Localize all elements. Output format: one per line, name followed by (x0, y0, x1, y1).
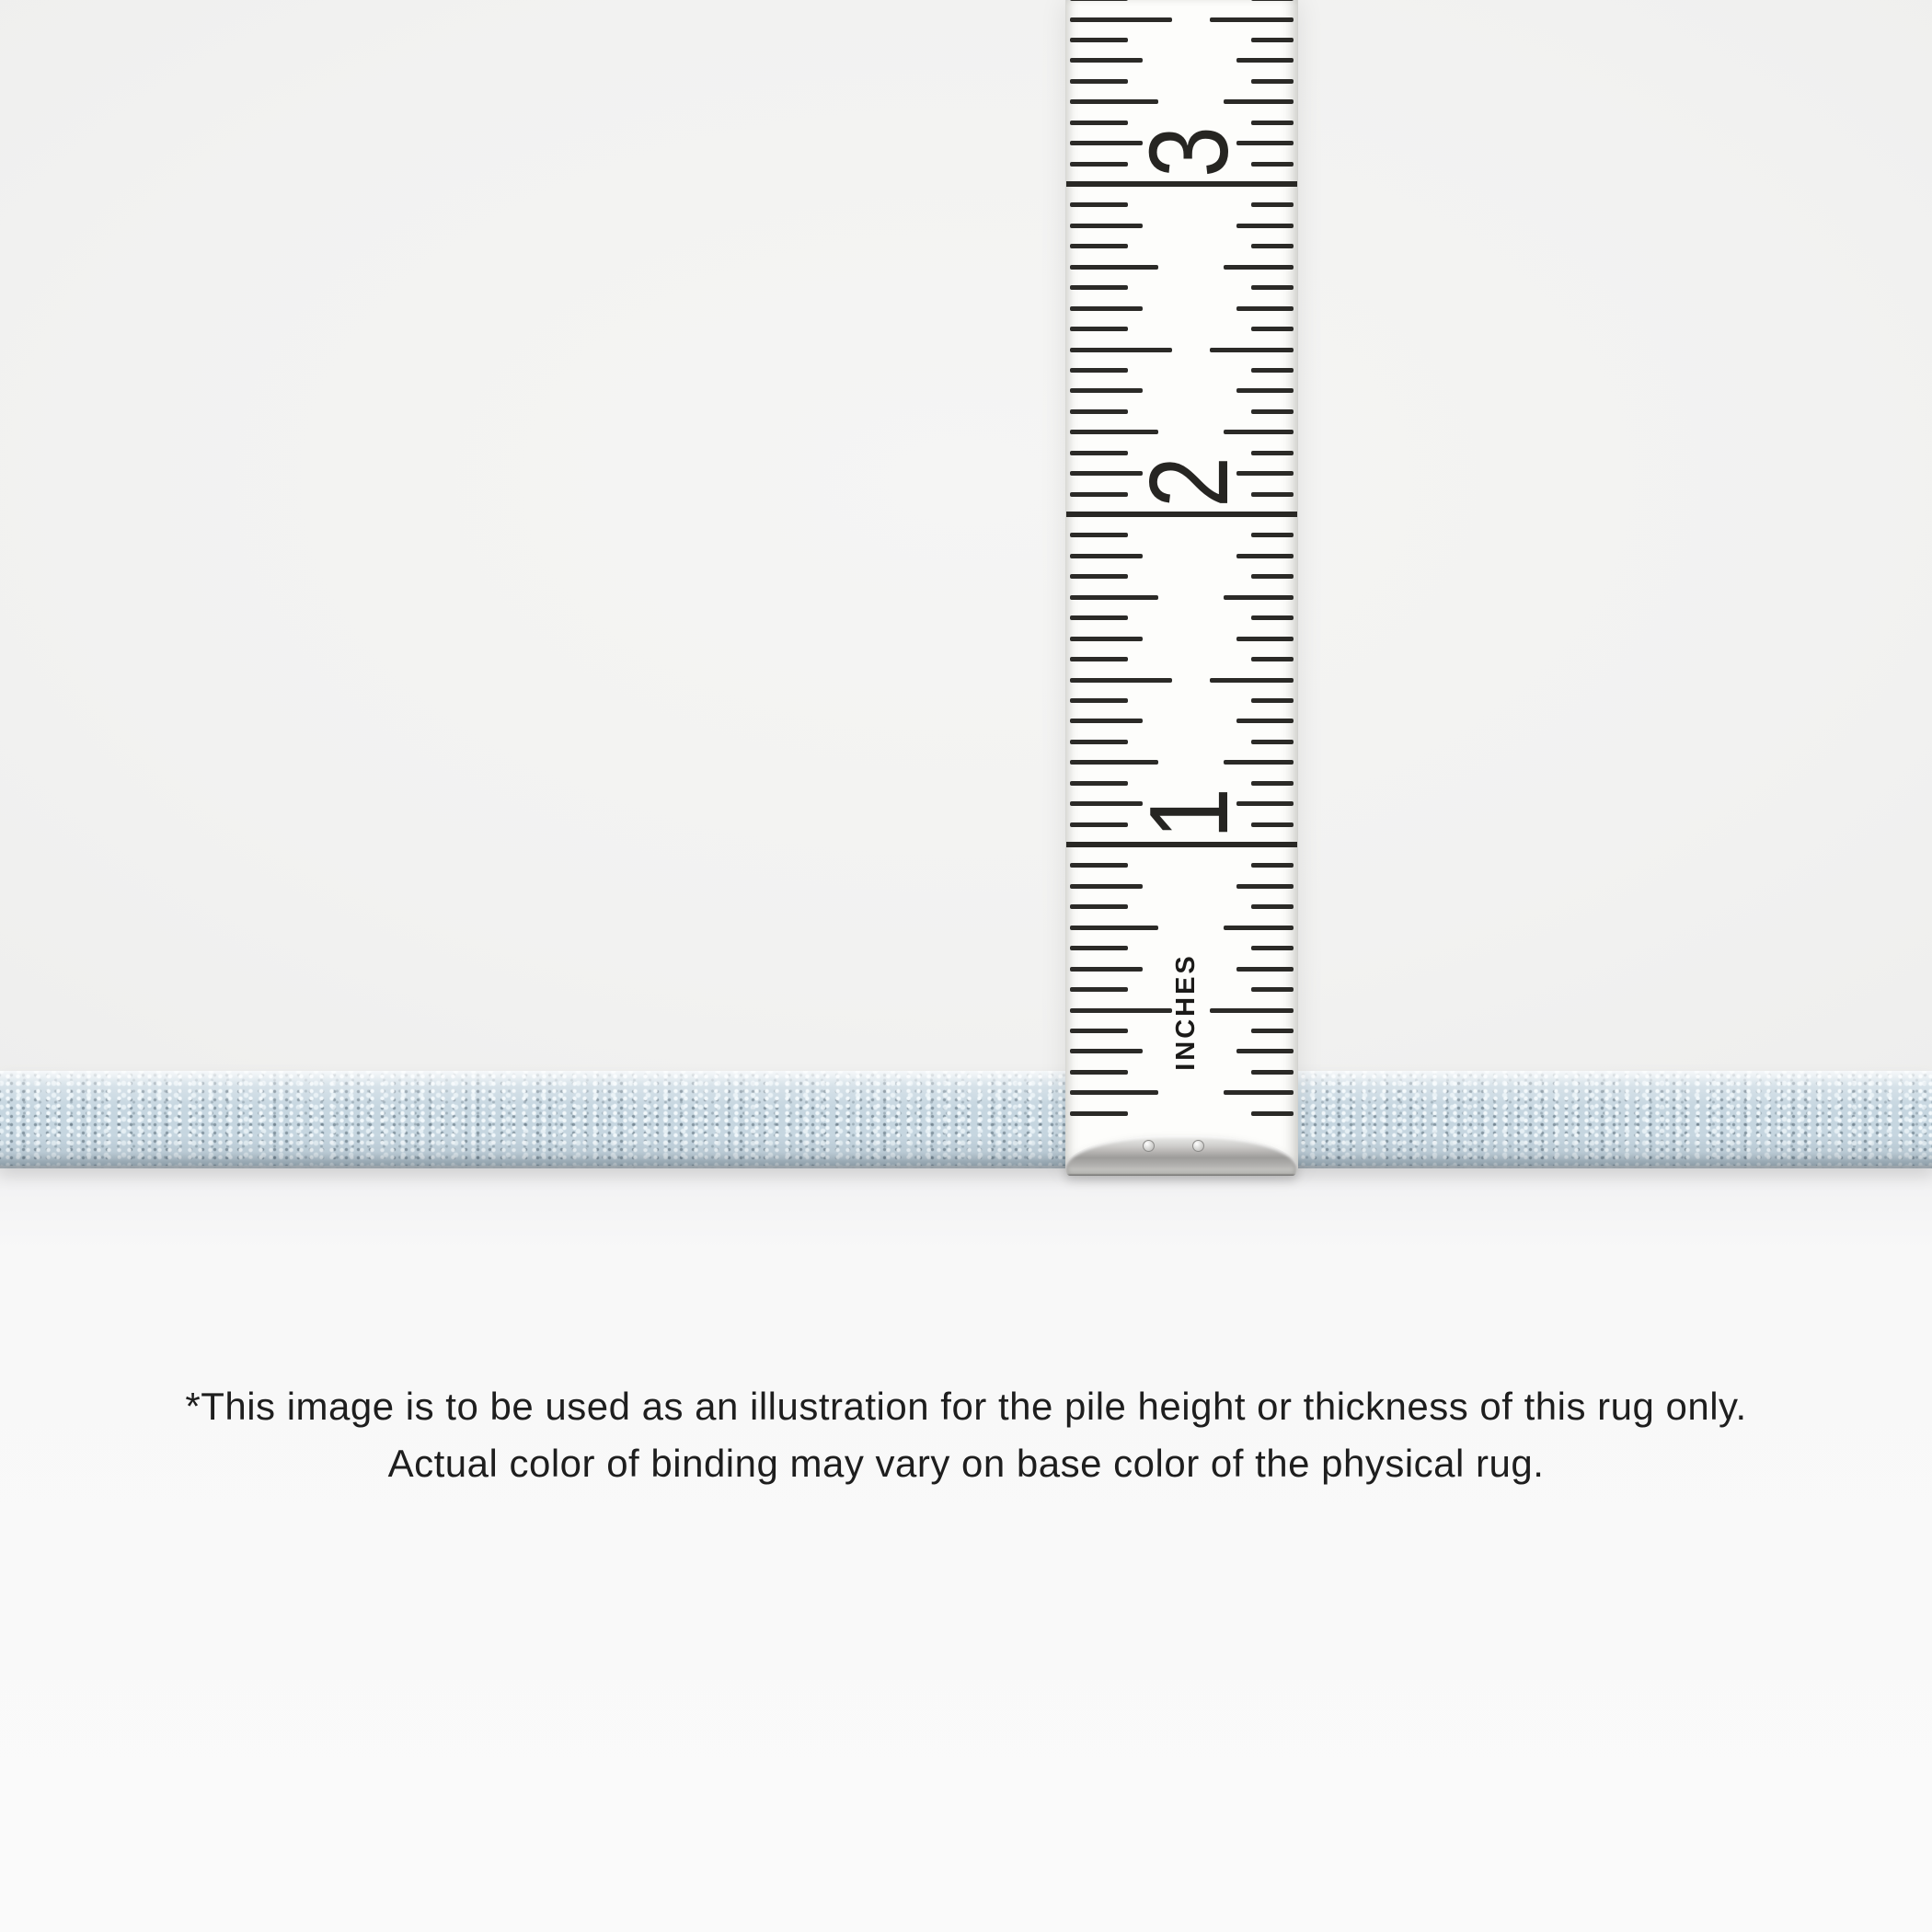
ruler-tick-right (1251, 38, 1294, 42)
ruler-unit-label: INCHES (1170, 953, 1201, 1071)
ruler-tick-left (1070, 904, 1128, 909)
ruler-tick-left (1070, 884, 1143, 889)
ruler-tick-right (1236, 388, 1294, 393)
ruler-tick-right (1251, 368, 1294, 373)
ruler-tick-right (1236, 719, 1294, 723)
ruler-tick-right (1236, 554, 1294, 558)
ruler-tick-right (1224, 1090, 1294, 1095)
ruler-tip-rivet (1192, 1140, 1204, 1152)
ruler-tick-right (1251, 244, 1294, 248)
ruler-tick-left (1070, 533, 1128, 537)
ruler-tick-right (1251, 285, 1294, 290)
ruler-tick-right (1236, 306, 1294, 311)
ruler-tick-left (1070, 698, 1128, 703)
ruler-tick-right (1251, 698, 1294, 703)
ruler-tick-right (1236, 884, 1294, 889)
ruler-tick-left (1070, 863, 1128, 868)
ruler-tick-left (1070, 1008, 1172, 1013)
ruler-tick-right (1251, 822, 1294, 827)
ruler-tick-left (1070, 987, 1128, 992)
ruler-tick-left (1070, 224, 1143, 228)
disclaimer-line-1: *This image is to be used as an illustration for the pile height or thickness of this rug only. (185, 1385, 1747, 1428)
rug-pile-cross-section (0, 1071, 1932, 1168)
ruler-tick-right (1251, 781, 1294, 786)
ruler-tick-left (1070, 285, 1128, 290)
ruler-tick-left (1070, 822, 1128, 827)
ruler-tick-left (1070, 409, 1128, 414)
ruler-tick-left (1070, 781, 1128, 786)
ruler-tick-left (1070, 79, 1128, 84)
ruler-tick-left (1070, 615, 1128, 620)
ruler-tick-right (1224, 595, 1294, 600)
ruler-tick-right (1210, 678, 1294, 683)
ruler-tip-rivet (1143, 1140, 1155, 1152)
ruler-number-1: 1 (1126, 788, 1251, 839)
disclaimer-text (0, 1378, 1932, 1492)
ruler-tick-right (1251, 0, 1294, 1)
ruler-tick-right (1251, 79, 1294, 84)
ruler-tick-left (1070, 1049, 1143, 1053)
ruler-tick-right (1251, 574, 1294, 579)
ruler-tick-right (1210, 348, 1294, 352)
ruler-tick-left (1070, 574, 1128, 579)
disclaimer-line-2: Actual color of binding may vary on base color of the physical rug. (387, 1442, 1545, 1485)
ruler-tick-left (1070, 306, 1143, 311)
ruler-tick-right (1236, 58, 1294, 63)
ruler-tick-right (1251, 327, 1294, 331)
ruler-tick-left (1070, 1070, 1128, 1075)
ruler-tick-left (1070, 719, 1143, 723)
ruler-tick-left (1070, 202, 1128, 207)
ruler-tick-left (1070, 1111, 1128, 1116)
ruler-tick-right (1236, 1049, 1294, 1053)
ruler-tick-right (1251, 615, 1294, 620)
ruler-tick-left (1070, 162, 1128, 167)
ruler-tick-left (1070, 265, 1158, 270)
ruler-tick-left (1070, 492, 1128, 497)
ruler-tick-right (1251, 492, 1294, 497)
ruler-tick-right (1251, 121, 1294, 125)
ruler-tick-right (1210, 1008, 1294, 1013)
ruler-tick-right (1251, 1111, 1294, 1116)
ruler-tick-left (1070, 946, 1128, 950)
ruler-tick-right (1236, 224, 1294, 228)
ruler-number-2: 2 (1126, 456, 1251, 508)
ruler-tick-left (1070, 17, 1172, 22)
ruler-tick-left (1070, 327, 1128, 331)
ruler-tick-right (1236, 637, 1294, 641)
ruler-tick-left (1070, 1090, 1158, 1095)
ruler-tick-left (1070, 595, 1158, 600)
ruler-tick-left (1070, 740, 1128, 744)
floor-surface (0, 1168, 1932, 1932)
ruler-tick-right (1224, 265, 1294, 270)
ruler-tick-right (1210, 17, 1294, 22)
ruler-tick-right (1236, 967, 1294, 972)
ruler-tick-left (1070, 554, 1143, 558)
ruler-tick-right (1251, 657, 1294, 661)
ruler-tick-left (1070, 0, 1128, 1)
ruler-tick-right (1251, 904, 1294, 909)
ruler-tick-left (1070, 926, 1158, 930)
ruler-tick-left (1070, 38, 1128, 42)
ruler-tick-left (1070, 244, 1128, 248)
ruler-tick-right (1251, 451, 1294, 455)
ruler-tick-left (1070, 121, 1128, 125)
ruler-tick-right (1251, 162, 1294, 167)
ruler-tick-left (1070, 348, 1172, 352)
ruler-tick-right (1251, 409, 1294, 414)
ruler-tick-right (1251, 202, 1294, 207)
ruler-tick-right (1251, 946, 1294, 950)
ruler-tick-left (1070, 967, 1143, 972)
ruler-tick-right (1251, 1029, 1294, 1033)
ruler-tick-right (1251, 1070, 1294, 1075)
ruler-tick-left (1070, 368, 1128, 373)
ruler-tick-left (1070, 637, 1143, 641)
ruler-tick-left (1070, 1029, 1128, 1033)
ruler-tick-right (1251, 863, 1294, 868)
ruler-tick-left (1070, 58, 1143, 63)
ruler-tick-right (1251, 987, 1294, 992)
ruler-tick-right (1251, 533, 1294, 537)
ruler-tick-left (1070, 388, 1143, 393)
ruler-tick-right (1251, 740, 1294, 744)
ruler-tick-right (1224, 926, 1294, 930)
ruler-tick-left (1070, 451, 1128, 455)
ruler-tick-left (1070, 678, 1172, 683)
ruler-number-3: 3 (1126, 126, 1251, 178)
ruler-tick-left (1070, 657, 1128, 661)
